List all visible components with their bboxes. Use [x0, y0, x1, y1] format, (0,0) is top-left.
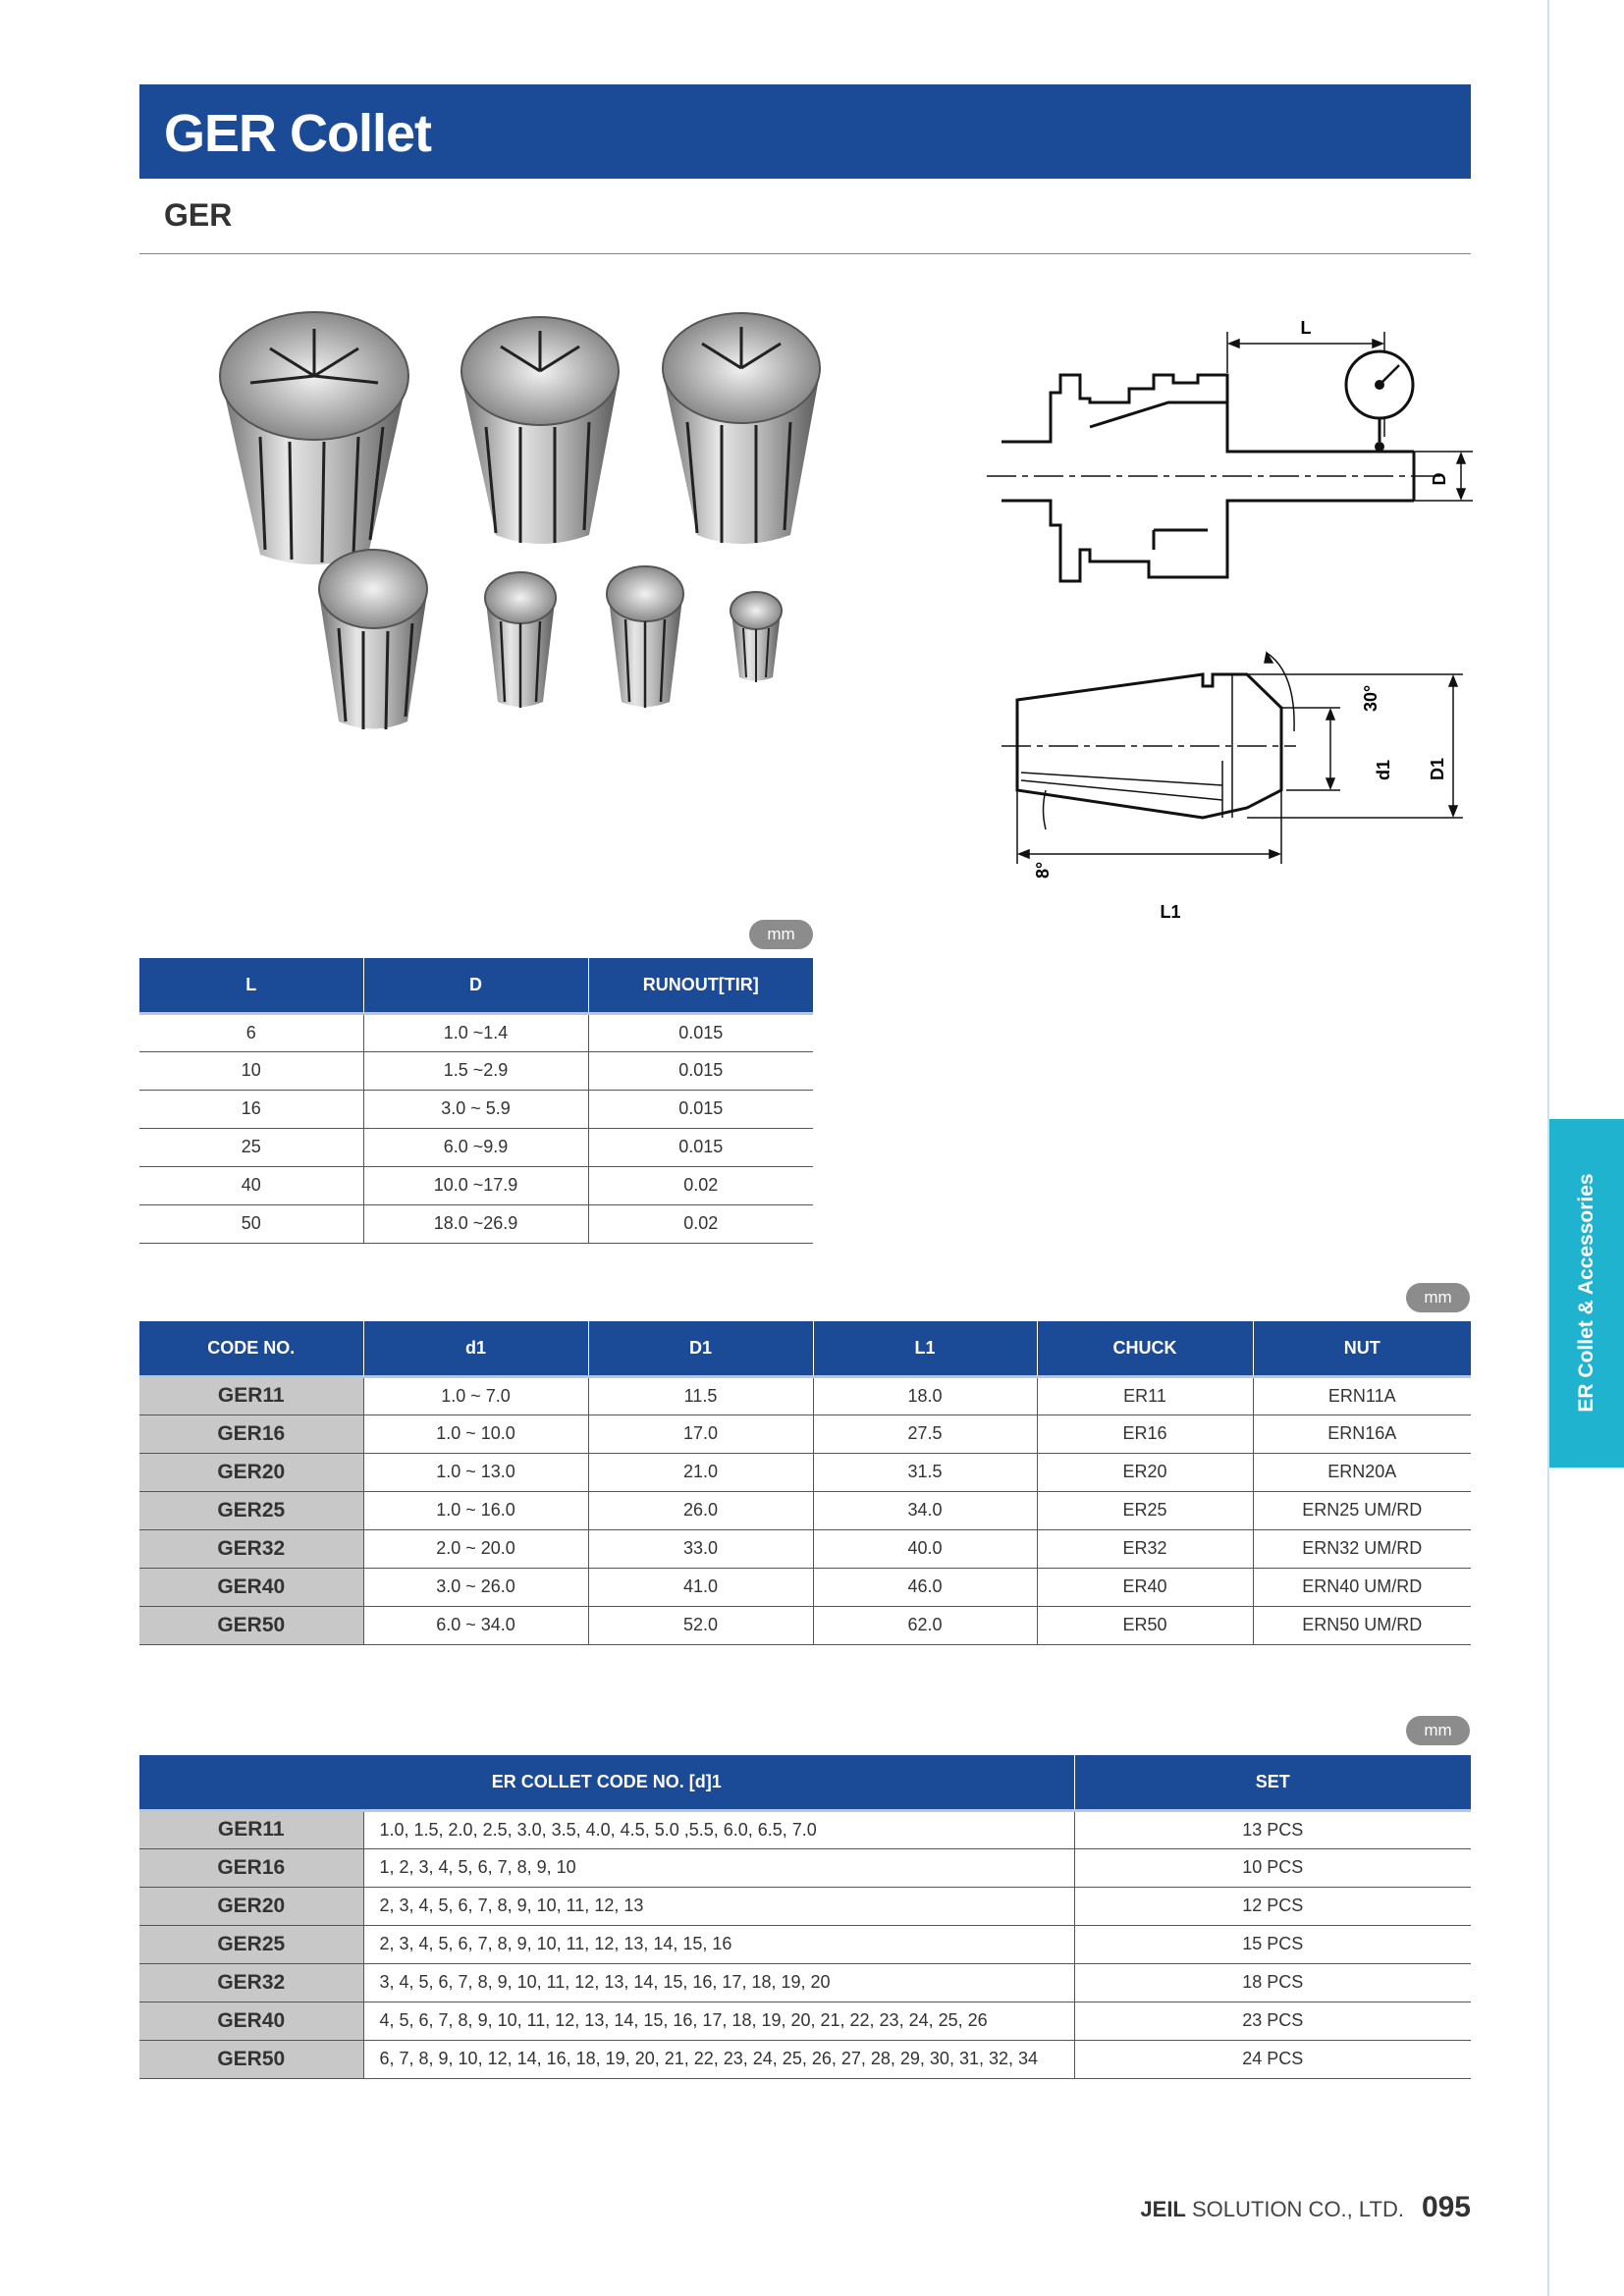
table-cell: 6.0 ~9.9 [363, 1128, 588, 1166]
code-cell: GER25 [139, 1491, 363, 1529]
page-title: GER Collet [164, 104, 432, 163]
table-cell: 6, 7, 8, 9, 10, 12, 14, 16, 18, 19, 20, 21, 22, 23, 24, 25, 26, 27, 28, 29, 30, 31, 32, 34 [363, 2040, 1074, 2078]
table-cell: 34.0 [813, 1491, 1037, 1529]
table-header-row [139, 1321, 1471, 1376]
collet-large-1 [220, 312, 408, 564]
table-cell: 17.0 [588, 1415, 813, 1453]
code-cell: GER40 [139, 1568, 363, 1606]
page-footer [1140, 2191, 1471, 2224]
code-cell: GER16 [139, 1415, 363, 1453]
table-row [139, 1013, 813, 1051]
table-cell: 0.015 [588, 1013, 813, 1051]
label-30deg: 30° [1361, 684, 1380, 712]
code-cell: GER20 [139, 1887, 363, 1925]
col-header-d1: d1 [363, 1321, 588, 1376]
table-cell: ER40 [1037, 1568, 1253, 1606]
table-row [139, 2040, 1471, 2078]
table-cell: 33.0 [588, 1529, 813, 1568]
label-d1: d1 [1374, 759, 1393, 780]
table-cell: 31.5 [813, 1453, 1037, 1491]
table-row [139, 1051, 813, 1090]
table-cell: 1.5 ~2.9 [363, 1051, 588, 1090]
table-cell: 23 PCS [1074, 2002, 1471, 2040]
code-cell: GER25 [139, 1925, 363, 1963]
col-header-set: SET [1074, 1755, 1471, 1810]
col-header-set-code: ER COLLET CODE NO. [d]1 [139, 1755, 1074, 1810]
unit-badge-spec: mm [1406, 1283, 1470, 1312]
table-row [139, 1529, 1471, 1568]
code-cell: GER50 [139, 1606, 363, 1644]
table-cell: 52.0 [588, 1606, 813, 1644]
page-number: 095 [1421, 2191, 1471, 2223]
page-subtitle: GER [164, 197, 233, 233]
table-cell: ER25 [1037, 1491, 1253, 1529]
table-header-row [139, 958, 813, 1013]
runout-test-diagram [982, 304, 1483, 589]
collet-product-photo [201, 290, 839, 775]
table-cell: 18 PCS [1074, 1963, 1471, 2002]
col-header-runout: RUNOUT[TIR] [588, 958, 813, 1013]
table-cell: ERN20A [1253, 1453, 1471, 1491]
table-cell: 1.0 ~ 7.0 [363, 1376, 588, 1415]
table-cell: ER16 [1037, 1415, 1253, 1453]
collet-small-2 [607, 566, 683, 708]
table-cell: 26.0 [588, 1491, 813, 1529]
table-cell: 6 [139, 1013, 363, 1051]
table-cell: 40 [139, 1166, 363, 1204]
table-cell: 13 PCS [1074, 1810, 1471, 1848]
label-8deg: 8° [1033, 861, 1053, 879]
collet-tiny [731, 592, 782, 682]
table-cell: ER32 [1037, 1529, 1253, 1568]
collet-large-3 [663, 313, 820, 544]
table-row [139, 1963, 1471, 2002]
table-cell: 1.0 ~ 10.0 [363, 1415, 588, 1453]
table-cell: ERN32 UM/RD [1253, 1529, 1471, 1568]
table-cell: 10 [139, 1051, 363, 1090]
table-cell: 3, 4, 5, 6, 7, 8, 9, 10, 11, 12, 13, 14, 15, 16, 17, 18, 19, 20 [363, 1963, 1074, 2002]
table-cell: 46.0 [813, 1568, 1037, 1606]
table-row [139, 1453, 1471, 1491]
table-cell: 18.0 ~26.9 [363, 1204, 588, 1243]
table-cell: 10.0 ~17.9 [363, 1166, 588, 1204]
footer-brand: JEIL [1140, 2197, 1186, 2221]
code-cell: GER16 [139, 1848, 363, 1887]
table-cell: 0.015 [588, 1090, 813, 1128]
table-cell: 3.0 ~ 26.0 [363, 1568, 588, 1606]
col-header-D1: D1 [588, 1321, 813, 1376]
table-cell: 25 [139, 1128, 363, 1166]
table-cell: 41.0 [588, 1568, 813, 1606]
table-cell: 2, 3, 4, 5, 6, 7, 8, 9, 10, 11, 12, 13, 14, 15, 16 [363, 1925, 1074, 1963]
section-side-tab[interactable] [1549, 1119, 1624, 1468]
table-row [139, 1491, 1471, 1529]
table-row [139, 1415, 1471, 1453]
table-row [139, 1128, 813, 1166]
table-cell: 15 PCS [1074, 1925, 1471, 1963]
table-cell: ER11 [1037, 1376, 1253, 1415]
label-L: L [1300, 318, 1312, 338]
table-cell: 50 [139, 1204, 363, 1243]
table-cell: 2.0 ~ 20.0 [363, 1529, 588, 1568]
table-cell: 1.0 ~ 13.0 [363, 1453, 588, 1491]
title-bar [139, 84, 1471, 179]
col-header-D: D [363, 958, 588, 1013]
table-cell: 1, 2, 3, 4, 5, 6, 7, 8, 9, 10 [363, 1848, 1074, 1887]
col-header-L: L [139, 958, 363, 1013]
table-row [139, 1848, 1471, 1887]
table-cell: 10 PCS [1074, 1848, 1471, 1887]
footer-company: SOLUTION CO., LTD. [1185, 2197, 1404, 2221]
table-row [139, 1887, 1471, 1925]
collet-dimension-diagram [1001, 643, 1483, 947]
code-cell: GER32 [139, 1529, 363, 1568]
col-header-nut: NUT [1253, 1321, 1471, 1376]
collet-small-1 [485, 572, 556, 708]
table-cell: 4, 5, 6, 7, 8, 9, 10, 11, 12, 13, 14, 15, 16, 17, 18, 19, 20, 21, 22, 23, 24, 25, 26 [363, 2002, 1074, 2040]
table-cell: 1.0, 1.5, 2.0, 2.5, 3.0, 3.5, 4.0, 4.5, 5.0 ,5.5, 6.0, 6.5, 7.0 [363, 1810, 1074, 1848]
table-cell: ER20 [1037, 1453, 1253, 1491]
table-cell: 0.015 [588, 1128, 813, 1166]
table-row [139, 1090, 813, 1128]
table-cell: 16 [139, 1090, 363, 1128]
label-D: D [1430, 472, 1449, 486]
table-row [139, 1568, 1471, 1606]
collet-large-2 [461, 317, 619, 544]
table-cell: ER50 [1037, 1606, 1253, 1644]
table-cell: 18.0 [813, 1376, 1037, 1415]
table-cell: ERN25 UM/RD [1253, 1491, 1471, 1529]
side-tab-label: ER Collet & Accessories [1575, 1173, 1597, 1413]
table-cell: 24 PCS [1074, 2040, 1471, 2078]
table-cell: 11.5 [588, 1376, 813, 1415]
runout-table [139, 958, 813, 1244]
table-cell: 0.02 [588, 1166, 813, 1204]
unit-badge-set: mm [1406, 1716, 1470, 1745]
table-cell: ERN11A [1253, 1376, 1471, 1415]
table-row [139, 1204, 813, 1243]
table-row [139, 1376, 1471, 1415]
col-header-chuck: CHUCK [1037, 1321, 1253, 1376]
table-cell: 1.0 ~ 16.0 [363, 1491, 588, 1529]
code-cell: GER11 [139, 1810, 363, 1848]
code-cell: GER40 [139, 2002, 363, 2040]
table-cell: 0.015 [588, 1051, 813, 1090]
table-row [139, 2002, 1471, 2040]
table-cell: 12 PCS [1074, 1887, 1471, 1925]
code-cell: GER20 [139, 1453, 363, 1491]
table-cell: ERN50 UM/RD [1253, 1606, 1471, 1644]
table-cell: ERN40 UM/RD [1253, 1568, 1471, 1606]
table-cell: 0.02 [588, 1204, 813, 1243]
table-row [139, 1925, 1471, 1963]
set-table [139, 1755, 1471, 2079]
collet-medium [319, 550, 427, 729]
col-header-code: CODE NO. [139, 1321, 363, 1376]
code-cell: GER11 [139, 1376, 363, 1415]
table-cell: 21.0 [588, 1453, 813, 1491]
spec-table [139, 1321, 1471, 1645]
unit-badge-runout: mm [749, 920, 813, 949]
table-cell: 3.0 ~ 5.9 [363, 1090, 588, 1128]
table-row [139, 1810, 1471, 1848]
table-cell: 62.0 [813, 1606, 1037, 1644]
table-cell: 1.0 ~1.4 [363, 1013, 588, 1051]
table-header-row [139, 1755, 1471, 1810]
table-row [139, 1166, 813, 1204]
code-cell: GER32 [139, 1963, 363, 2002]
table-cell: 6.0 ~ 34.0 [363, 1606, 588, 1644]
subtitle-divider [139, 253, 1471, 254]
col-header-L1: L1 [813, 1321, 1037, 1376]
table-cell: 40.0 [813, 1529, 1037, 1568]
table-cell: 27.5 [813, 1415, 1037, 1453]
label-D1: D1 [1428, 757, 1447, 780]
table-cell: 2, 3, 4, 5, 6, 7, 8, 9, 10, 11, 12, 13 [363, 1887, 1074, 1925]
label-L1: L1 [1160, 902, 1181, 922]
dial-gauge-icon [1346, 351, 1413, 452]
table-cell: ERN16A [1253, 1415, 1471, 1453]
table-row [139, 1606, 1471, 1644]
code-cell: GER50 [139, 2040, 363, 2078]
